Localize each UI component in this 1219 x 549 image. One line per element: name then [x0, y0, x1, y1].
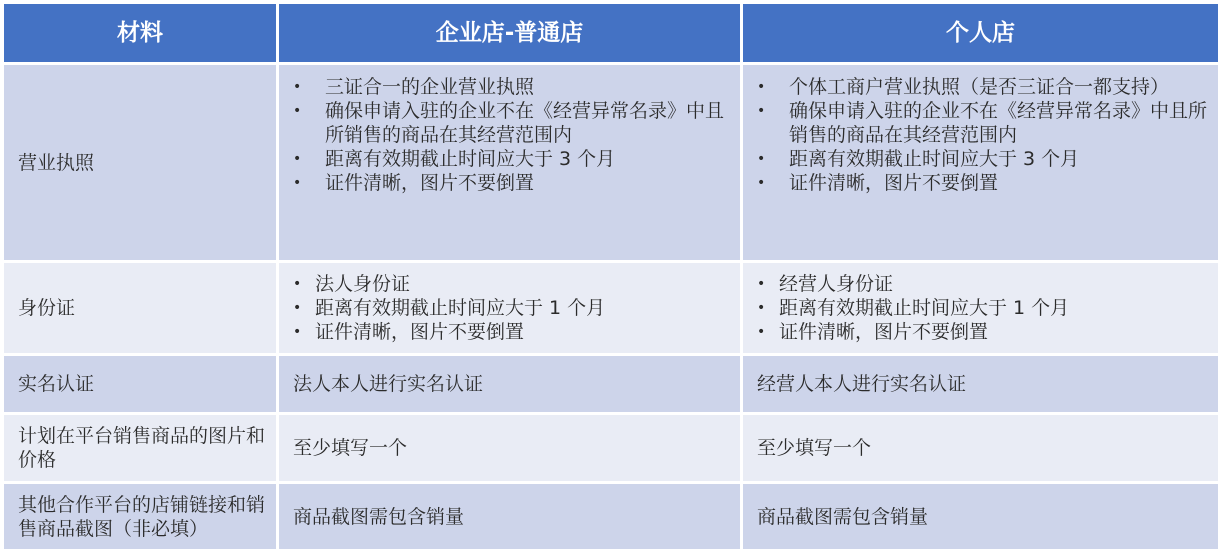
cell-personal-other-platforms: 商品截图需包含销量	[743, 484, 1218, 549]
list-item: • 证件清晰，图片不要倒置	[757, 320, 1069, 344]
list-item: • 距离有效期截止时间应大于 1 个月	[757, 296, 1069, 320]
bullet-list	[757, 75, 1218, 195]
bullet-list	[757, 272, 1069, 344]
cell-enterprise-real-name: 法人本人进行实名认证	[279, 356, 740, 412]
row-label-id-card: 身份证	[4, 263, 276, 353]
cell-personal-business-license	[743, 65, 1218, 260]
list-item: • 法人身份证	[293, 272, 605, 296]
cell-personal-id-card	[743, 263, 1218, 353]
bullet-list	[293, 75, 740, 195]
bullet-list	[293, 272, 605, 344]
list-item: • 经营人身份证	[757, 272, 1069, 296]
cell-enterprise-business-license	[279, 65, 740, 260]
row-label-product-images: 计划在平台销售商品的图片和价格	[4, 415, 276, 481]
list-item: • 证件清晰，图片不要倒置	[293, 171, 740, 195]
materials-table	[4, 4, 1212, 549]
list-item: • 证件清晰，图片不要倒置	[757, 171, 1218, 195]
header-personal-store: 个人店	[743, 4, 1218, 62]
list-item: • 距离有效期截止时间应大于 3 个月	[757, 147, 1218, 171]
cell-personal-real-name: 经营人本人进行实名认证	[743, 356, 1218, 412]
list-item: • 个体工商户营业执照（是否三证合一都支持）	[757, 75, 1218, 99]
row-label-other-platforms: 其他合作平台的店铺链接和销售商品截图（非必填）	[4, 484, 276, 549]
cell-personal-product-images: 至少填写一个	[743, 415, 1218, 481]
list-item: • 距离有效期截止时间应大于 1 个月	[293, 296, 605, 320]
header-materials: 材料	[4, 4, 276, 62]
cell-enterprise-product-images: 至少填写一个	[279, 415, 740, 481]
row-label-business-license: 营业执照	[4, 65, 276, 260]
header-enterprise-store: 企业店-普通店	[279, 4, 740, 62]
list-item: • 距离有效期截止时间应大于 3 个月	[293, 147, 740, 171]
cell-enterprise-other-platforms: 商品截图需包含销量	[279, 484, 740, 549]
cell-enterprise-id-card	[279, 263, 740, 353]
list-item: • 证件清晰，图片不要倒置	[293, 320, 605, 344]
list-item: • 确保申请入驻的企业不在《经营异常名录》中且所销售的商品在其经营范围内	[757, 99, 1218, 147]
list-item: • 确保申请入驻的企业不在《经营异常名录》中且所销售的商品在其经营范围内	[293, 99, 740, 147]
row-label-real-name: 实名认证	[4, 356, 276, 412]
list-item: • 三证合一的企业营业执照	[293, 75, 740, 99]
